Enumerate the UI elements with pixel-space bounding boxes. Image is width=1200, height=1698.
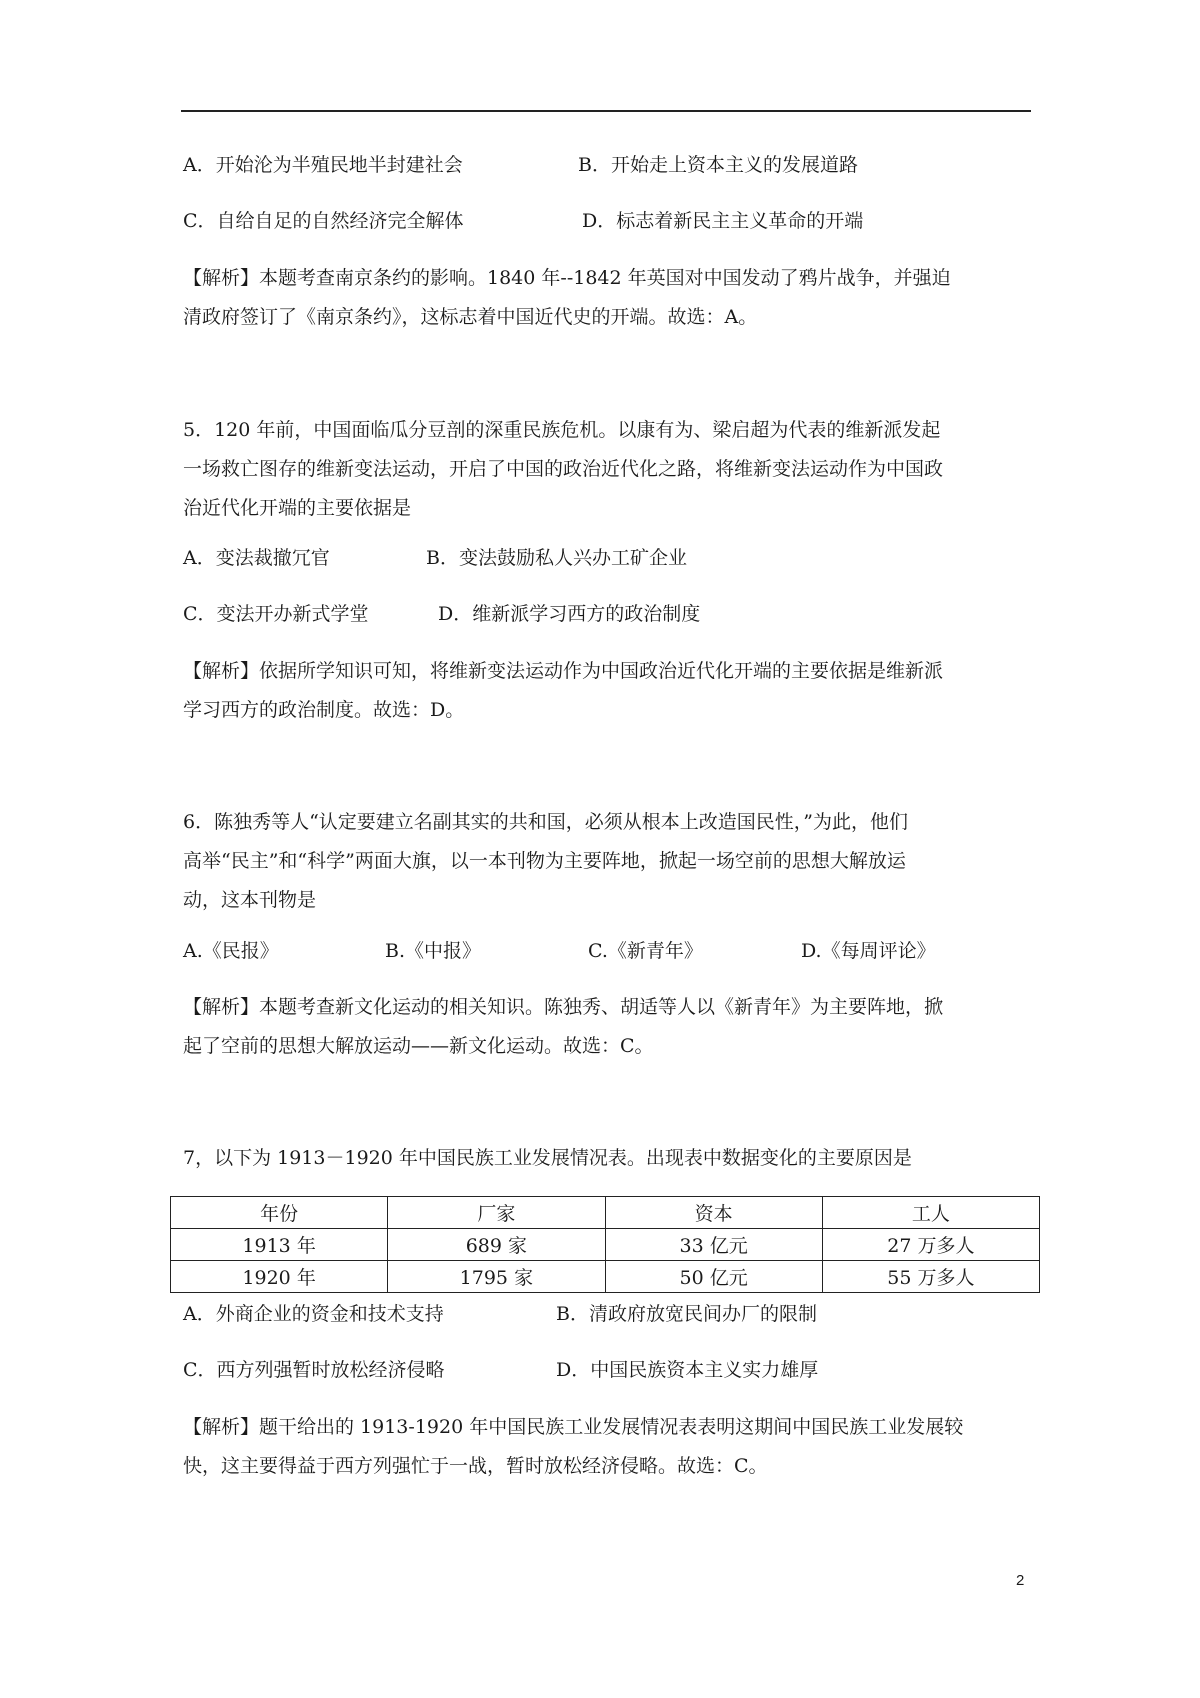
- q6-option-d: D.《每周评论》: [801, 940, 936, 962]
- q7-option-b: B．清政府放宽民间办厂的限制: [556, 1303, 817, 1325]
- page-number: 2: [1016, 1572, 1025, 1589]
- table-cell: 1913 年: [171, 1229, 388, 1261]
- table-cell: 50 亿元: [605, 1261, 822, 1293]
- table-header-cell: 资本: [605, 1197, 822, 1229]
- q4-option-a: A．开始沦为半殖民地半封建社会: [183, 154, 463, 176]
- q6-stem-line-3: 动，这本刊物是: [183, 889, 317, 911]
- q7-option-a: A．外商企业的资金和技术支持: [183, 1303, 444, 1325]
- q5-option-a: A．变法裁撤冗官: [183, 547, 330, 569]
- q5-stem-line-1: 5．120 年前，中国面临瓜分豆剖的深重民族危机。以康有为、梁启超为代表的维新派发起: [183, 419, 941, 441]
- q5-analysis-line-1: 【解析】依据所学知识可知，将维新变法运动作为中国政治近代化开端的主要依据是维新派: [183, 660, 944, 682]
- q6-stem-line-1: 6．陈独秀等人“认定要建立名副其实的共和国，必须从根本上改造国民性，”为此，他们: [183, 811, 909, 833]
- q5-analysis-line-2: 学习西方的政治制度。故选：D。: [183, 699, 465, 721]
- table-cell: 55 万多人: [822, 1261, 1039, 1293]
- table-header-row: [171, 1197, 1040, 1229]
- q7-stem: 7，以下为 1913－1920 年中国民族工业发展情况表。出现表中数据变化的主要原因是: [183, 1147, 912, 1169]
- q5-stem-line-2: 一场救亡图存的维新变法运动，开启了中国的政治近代化之路，将维新变法运动作为中国政: [183, 458, 944, 480]
- q7-option-d: D．中国民族资本主义实力雄厚: [556, 1359, 819, 1381]
- industry-table: [170, 1196, 1040, 1293]
- q4-analysis-line-1: 【解析】本题考查南京条约的影响。1840 年--1842 年英国对中国发动了鸦片战争，并强迫: [183, 267, 951, 289]
- q7-analysis-line-2: 快，这主要得益于西方列强忙于一战，暂时放松经济侵略。故选：C。: [183, 1455, 768, 1477]
- table-row: [171, 1229, 1040, 1261]
- table-cell: 33 亿元: [605, 1229, 822, 1261]
- table-cell: 1920 年: [171, 1261, 388, 1293]
- q4-option-d: D．标志着新民主主义革命的开端: [582, 210, 864, 232]
- q5-option-d: D．维新派学习西方的政治制度: [438, 603, 701, 625]
- q5-option-c: C．变法开办新式学堂: [183, 603, 369, 625]
- table-row: [171, 1261, 1040, 1293]
- table-header-cell: 厂家: [388, 1197, 605, 1229]
- q7-option-c: C．西方列强暂时放松经济侵略: [183, 1359, 445, 1381]
- q6-analysis-line-1: 【解析】本题考查新文化运动的相关知识。陈独秀、胡适等人以《新青年》为主要阵地，掀: [183, 996, 944, 1018]
- q5-stem-line-3: 治近代化开端的主要依据是: [183, 497, 412, 519]
- table-cell: 1795 家: [388, 1261, 605, 1293]
- q4-analysis-line-2: 清政府签订了《南京条约》，这标志着中国近代史的开端。故选：A。: [183, 306, 758, 328]
- table-cell: 689 家: [388, 1229, 605, 1261]
- q6-analysis-line-2: 起了空前的思想大解放运动——新文化运动。故选：C。: [183, 1035, 654, 1057]
- q6-stem-line-2: 高举“民主”和“科学”两面大旗，以一本刊物为主要阵地，掀起一场空前的思想大解放运: [183, 850, 906, 872]
- q6-option-a: A.《民报》: [183, 940, 279, 962]
- q6-option-c: C.《新青年》: [588, 940, 703, 962]
- table-cell: 27 万多人: [822, 1229, 1039, 1261]
- q5-option-b: B．变法鼓励私人兴办工矿企业: [426, 547, 687, 569]
- q7-analysis-line-1: 【解析】题干给出的 1913-1920 年中国民族工业发展情况表表明这期间中国民族工业发展较: [183, 1416, 964, 1438]
- header-rule: [181, 110, 1031, 112]
- table-header-cell: 年份: [171, 1197, 388, 1229]
- q6-option-b: B.《中报》: [385, 940, 482, 962]
- q4-option-c: C．自给自足的自然经济完全解体: [183, 210, 464, 232]
- q4-option-b: B．开始走上资本主义的发展道路: [578, 154, 858, 176]
- table-header-cell: 工人: [822, 1197, 1039, 1229]
